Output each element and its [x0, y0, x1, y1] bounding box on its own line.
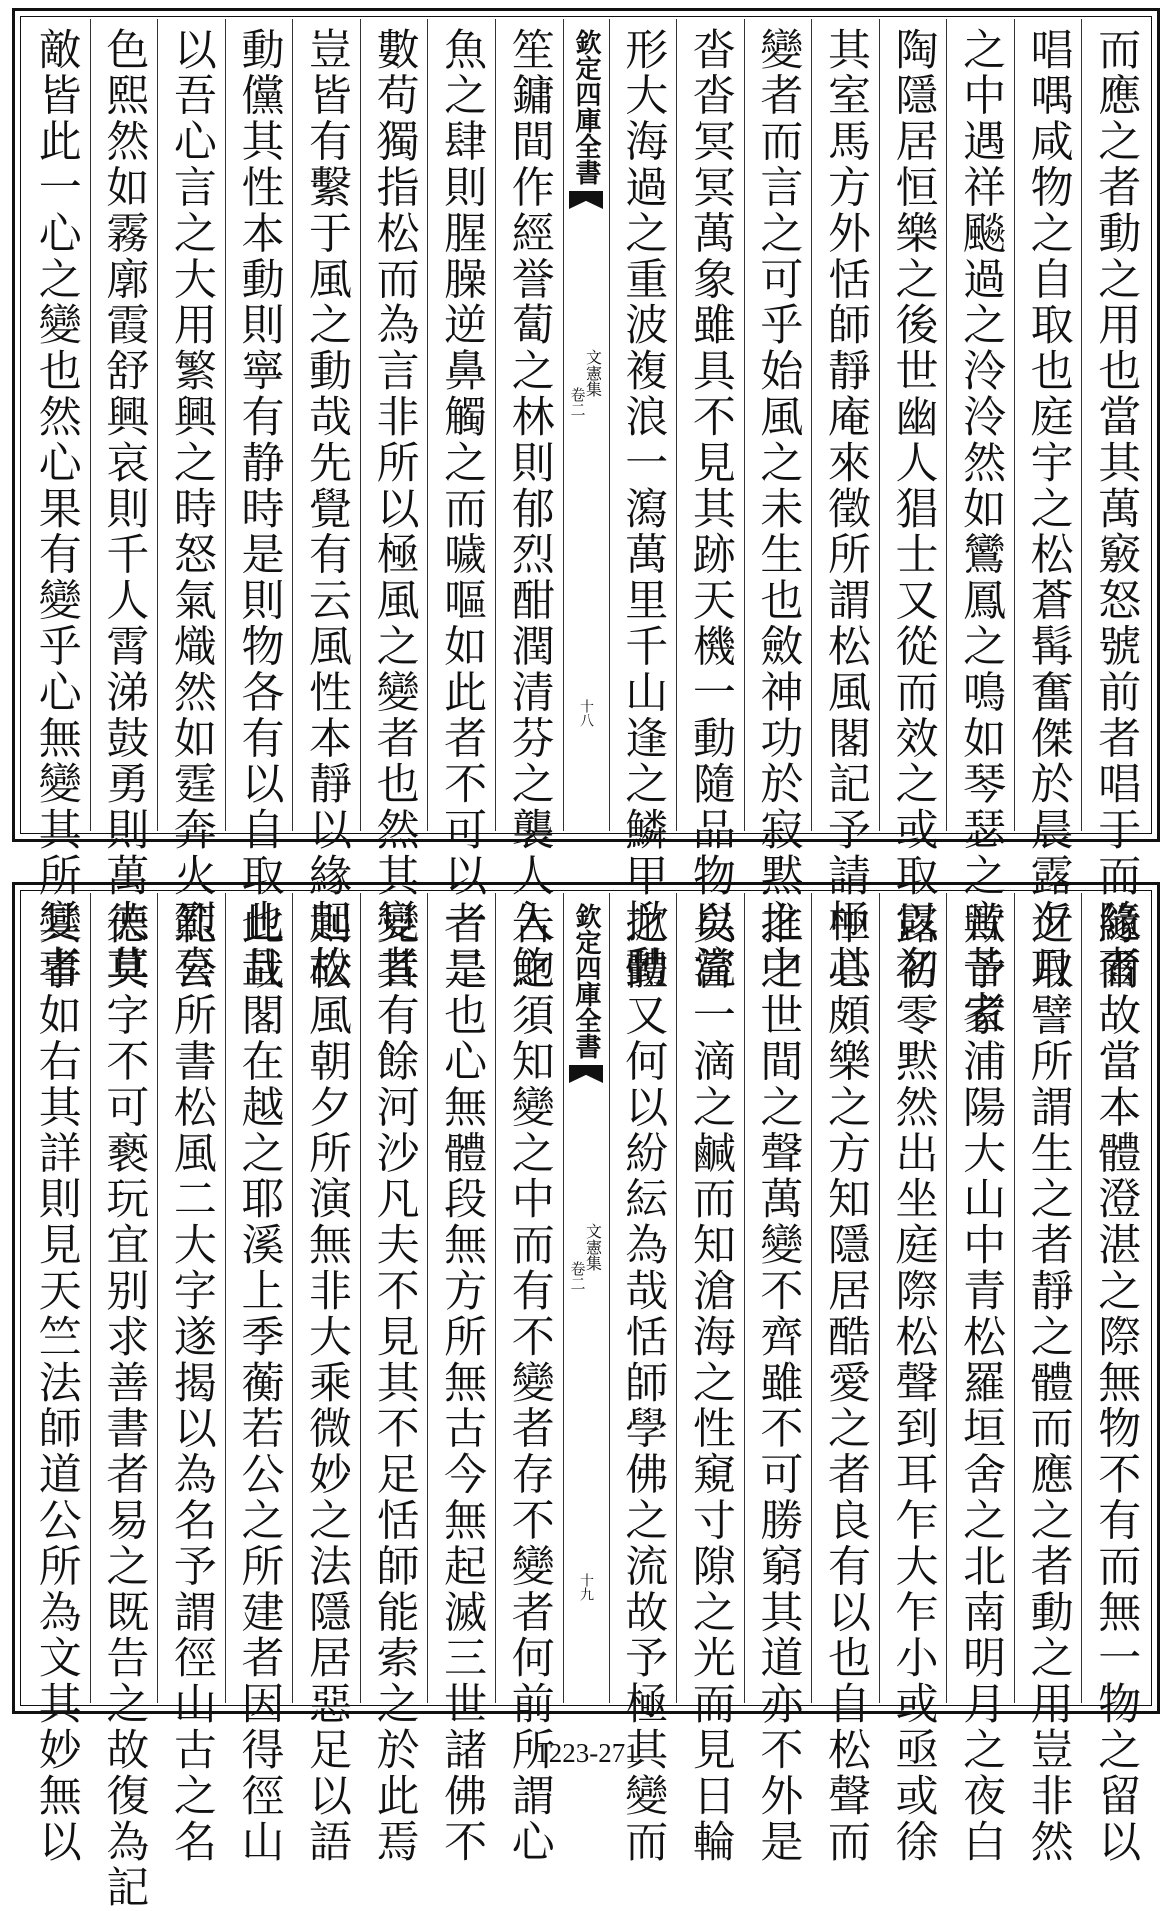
volume-label: 卷二	[568, 387, 587, 417]
volume-label: 卷二	[568, 1261, 587, 1291]
text-column	[292, 19, 360, 991]
text-column	[946, 19, 1014, 1037]
column-text: 魚之肆則腥臊逆鼻觸之而噦嘔如此者不可以一二	[437, 27, 488, 991]
column-text: 而應之者動之用也當其萬竅怒號前者唱于而隨者	[1091, 27, 1142, 991]
column-text: 近取譬所謂生之者靜之體而應之者動之用豈非然	[1023, 901, 1074, 1865]
column-text: 敵皆此一心之變也然心果有變乎心無變其所變者	[31, 27, 82, 991]
leaf-number: 十八	[578, 699, 594, 727]
book-title: 文憲集	[583, 1223, 603, 1271]
column-text: 德其字不可褻玩宜别求善書者易之既告之故復為記	[99, 901, 150, 1911]
text-column	[744, 893, 812, 1865]
text-column	[495, 893, 563, 1865]
column-text: 範公所書松風二大字遂揭以為名予謂徑山古之名	[166, 901, 217, 1865]
column-text: 則松風朝夕所演無非大乘微妙之法隱居惡足以語	[302, 901, 353, 1865]
collection-title: 欽定四庫全書	[571, 903, 601, 1059]
text-column	[225, 19, 293, 991]
text-column	[676, 19, 744, 991]
column-text: 之中遇祥飈過之泠泠然如鸞鳳之鳴如琴瑟之音昔者	[956, 27, 1007, 1037]
text-column	[1081, 893, 1149, 1865]
text-column	[744, 19, 812, 991]
book-title: 文憲集	[583, 349, 603, 397]
text-column	[90, 19, 158, 991]
text-column	[1014, 19, 1082, 991]
column-text: 其事如右其詳則見天竺法師道公所為文其妙無以	[31, 901, 82, 1865]
column-text: 變者而言之可乎始風之未生也斂神功於寂黙之中	[753, 27, 804, 991]
text-column	[427, 893, 495, 1865]
page-number: 1223-271	[535, 1738, 639, 1768]
column-text: 沓沓冥冥萬象雖具不見其跡天機一動隨品物以流	[685, 27, 736, 991]
column-text: 唱喁咸物之自取也庭宇之松蒼髯奮傑於晨露夕月	[1023, 27, 1074, 991]
fish-tail-mark-icon	[569, 191, 603, 209]
leaf-number: 十九	[578, 1573, 594, 1601]
text-column	[90, 893, 158, 1911]
column-text: 矣嘗一滴之鹹而知滄海之性窺寸隙之光而見日輪	[685, 901, 736, 1865]
fish-tail-mark-icon	[569, 1065, 603, 1083]
column-text: 豈皆有繫于風之動哉先覺有云風性本靜以緣起故	[302, 27, 353, 991]
text-column	[879, 19, 947, 991]
column-text: 色熙然如霧廓霞舒興哀則千人霄涕鼓勇則萬夫莫	[99, 27, 150, 991]
column-text: 露初零黙然出坐庭際松聲到耳乍大乍小或亟或徐	[888, 901, 939, 1865]
text-column	[879, 893, 947, 1865]
text-column	[157, 893, 225, 1865]
column-text: 陶隱居恒樂之後世幽人猖士又從而效之或取以名	[888, 27, 939, 991]
text-column	[23, 893, 90, 1865]
column-text: 笙鏞間作經誉蔔之林則郁烈酣潤清芬之襲人入鮑	[504, 27, 555, 991]
text-column	[495, 19, 563, 991]
text-column	[609, 893, 677, 1865]
text-column	[946, 893, 1014, 1865]
text-column	[157, 19, 225, 991]
upper-columns	[23, 19, 1149, 1037]
column-text: 此哉閣在越之耶溪上季蘅若公之所建者因得徑山	[234, 901, 285, 1865]
column-text: 者是也心無體段無方所無古今無起滅三世諸佛不	[437, 901, 488, 1865]
column-text: 推之世間之聲萬變不齊雖不可勝窮其道亦不外是	[753, 901, 804, 1865]
text-column	[676, 893, 744, 1865]
column-text: 見其有餘河沙凡夫不見其不足恬師能索之於此焉	[369, 901, 420, 1865]
text-column	[225, 893, 293, 1865]
column-text: 歟予家浦陽大山中青松羅垣舍之北南明月之夜白	[956, 901, 1007, 1865]
text-column	[360, 893, 428, 1865]
text-column	[292, 893, 360, 1865]
text-column	[1081, 19, 1149, 991]
column-text: 以吾心言之大用繁興之時怒氣熾然如霆奔火烈喜	[166, 27, 217, 991]
column-text: 形大海過之重波複浪一瀉萬里千山逢之鱗甲掀動	[618, 27, 669, 991]
text-column	[811, 19, 879, 991]
text-column	[23, 19, 90, 991]
column-text: 緣爾故當本體澄湛之際無物不有而無一物之留以	[1091, 901, 1142, 1865]
text-column	[1014, 893, 1082, 1865]
column-text: 其室馬方外恬師靜庵來徵所謂松風閣記予請極其	[820, 27, 871, 991]
text-column	[360, 19, 428, 991]
column-text: 動儻其性本動則寧有静時是則物各有以自取也且	[234, 27, 285, 991]
text-column	[427, 19, 495, 991]
column-text: 之體又何以紛紜為哉恬師學佛之流故予極其變而	[618, 901, 669, 1865]
collection-title: 欽定四庫全書	[571, 29, 601, 185]
text-column	[609, 19, 677, 991]
column-text: 中心頗樂之方知隱居酷愛之者良有以也自松聲而	[820, 901, 871, 1865]
text-column	[811, 893, 879, 1865]
column-text: 數苟獨指松而為言非所以極風之變者也然其變者	[369, 27, 420, 991]
column-text: 告之須知變之中而有不變者存不變者何前所謂心	[504, 901, 555, 1865]
center-fold	[563, 19, 609, 831]
center-fold	[563, 893, 609, 1703]
upper-page	[12, 8, 1160, 1037]
